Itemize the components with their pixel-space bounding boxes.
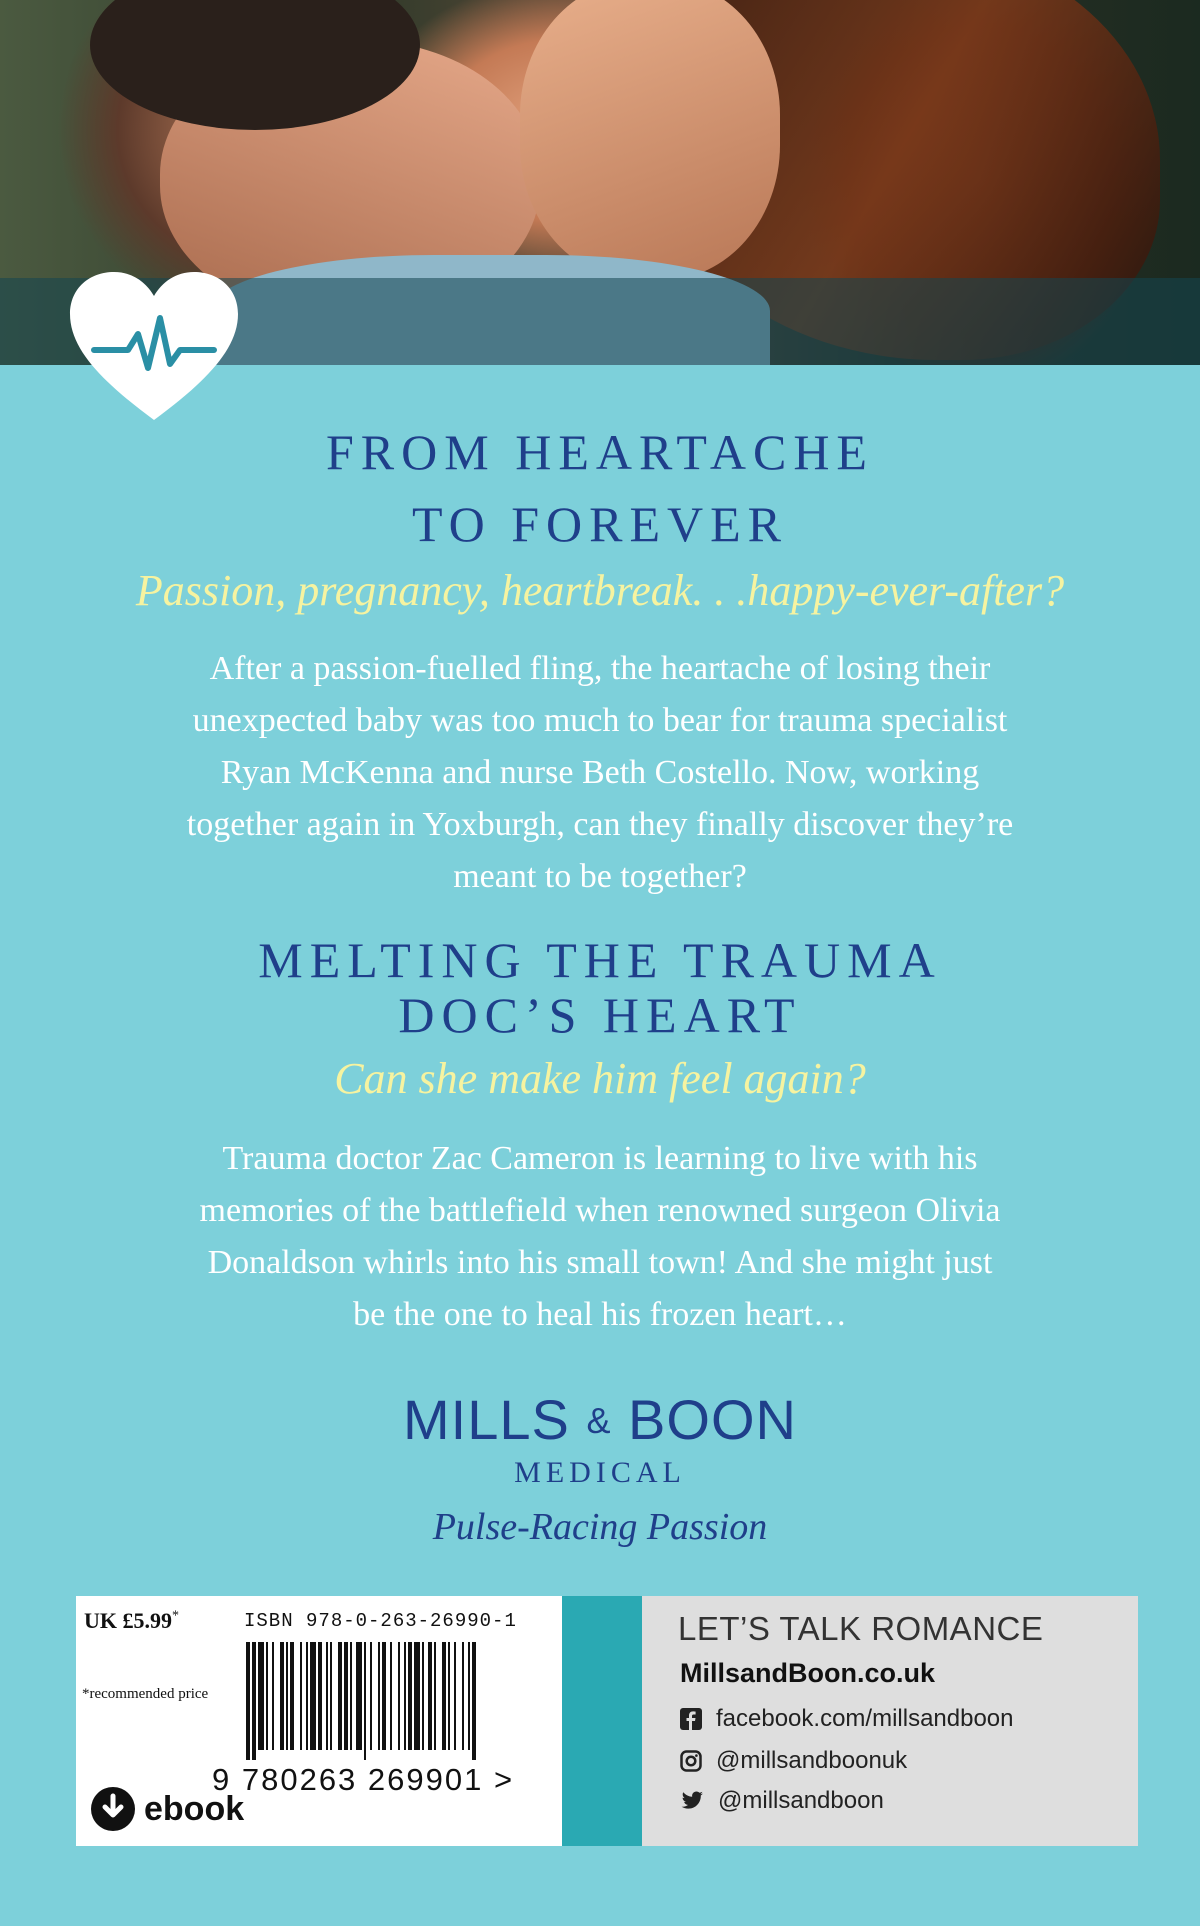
ebook-label: ebook (144, 1789, 245, 1828)
barcode-bar (246, 1642, 250, 1760)
ebook-badge (90, 1786, 244, 1832)
book-two-blurb (110, 1133, 1090, 1341)
teal-divider (562, 1596, 642, 1846)
barcode-bar (272, 1642, 274, 1750)
instagram-icon (680, 1750, 702, 1772)
barcode-bar (454, 1642, 456, 1750)
instagram-handle: @millsandboonuk (716, 1747, 908, 1774)
barcode-bar (434, 1642, 436, 1750)
barcode-bar (428, 1642, 432, 1750)
book-two-title-line2: DOC’S HEART (398, 987, 802, 1043)
barcode-bar (462, 1642, 464, 1750)
blurb-line: Trauma doctor Zac Cameron is learning to live with his (222, 1140, 978, 1177)
imprint-label: MEDICAL (514, 1456, 686, 1489)
blurb-line: memories of the battlefield when renowned surgeon Olivia (199, 1192, 1001, 1229)
book-two-tagline: Can she make him feel again? (334, 1054, 866, 1103)
barcode-bar (378, 1642, 380, 1750)
barcode-bar (344, 1642, 348, 1750)
brand-ampersand: & (586, 1400, 612, 1441)
blurb-line: Ryan McKenna and nurse Beth Costello. Now, working (220, 754, 980, 791)
barcode-bar (252, 1642, 256, 1760)
barcode-bar (370, 1642, 372, 1750)
blurb-line: meant to be together? (453, 858, 747, 895)
brand-left: MILLS (403, 1388, 570, 1451)
heartbeat-heart-icon (64, 268, 244, 428)
barcode-bar (442, 1642, 446, 1750)
blurb-line: After a passion-fuelled fling, the heartache of losing their (209, 650, 991, 687)
isbn-label: ISBN 978-0-263-26990-1 (244, 1610, 517, 1632)
website-link[interactable]: MillsandBoon.co.uk (680, 1658, 936, 1688)
barcode-bar (422, 1642, 424, 1750)
barcode-bar (364, 1642, 366, 1760)
barcode-bar (448, 1642, 450, 1750)
contact-panel (642, 1596, 1138, 1846)
barcode-bar (398, 1642, 400, 1750)
barcode-bar (300, 1642, 302, 1750)
barcode-bar (468, 1642, 470, 1750)
instagram-link[interactable] (680, 1746, 907, 1776)
barcode-bar (338, 1642, 342, 1750)
book-two-title-line1: MELTING THE TRAUMA (258, 932, 942, 988)
blurb-line: be the one to heal his frozen heart… (353, 1296, 847, 1333)
barcode-bar (306, 1642, 308, 1750)
blurb-line: unexpected baby was too much to bear for trauma specialist (192, 702, 1008, 739)
book-one-blurb (110, 643, 1090, 903)
facebook-link[interactable] (680, 1704, 1014, 1734)
book-one-title-line1: FROM HEARTACHE (326, 424, 874, 480)
barcode-bar (330, 1642, 332, 1750)
blurb-line: Donaldson whirls into his small town! And she might just (207, 1244, 993, 1281)
barcode-bar (326, 1642, 328, 1750)
barcode-bar (404, 1642, 406, 1750)
barcode-panel (76, 1596, 562, 1846)
barcode-bar (280, 1642, 284, 1750)
twitter-link[interactable] (680, 1786, 884, 1816)
barcode (246, 1642, 546, 1760)
barcode-bar (258, 1642, 264, 1750)
barcode-bar (350, 1642, 352, 1750)
barcode-bar (286, 1642, 288, 1750)
download-icon (90, 1786, 136, 1832)
blurb-line: together again in Yoxburgh, can they finally discover they’re (186, 806, 1014, 843)
book-one-title-line2: TO FOREVER (411, 496, 789, 552)
recommended-price-note: *recommended price (82, 1686, 209, 1702)
twitter-handle: @millsandboon (718, 1787, 884, 1814)
price-label: UK £5.99* (84, 1608, 179, 1633)
barcode-bar (356, 1642, 362, 1750)
barcode-bar (408, 1642, 412, 1750)
brand-right: BOON (628, 1388, 797, 1451)
barcode-bar (266, 1642, 268, 1750)
facebook-icon (680, 1708, 702, 1730)
book-one-tagline: Passion, pregnancy, heartbreak. . .happy-ever-after? (135, 566, 1065, 615)
barcode-bar (390, 1642, 392, 1750)
publisher-logo (0, 1385, 1200, 1456)
barcode-bar (382, 1642, 386, 1750)
barcode-bar (290, 1642, 294, 1750)
twitter-icon (680, 1790, 704, 1812)
facebook-handle: facebook.com/millsandboon (716, 1705, 1014, 1732)
barcode-bar (318, 1642, 322, 1750)
contact-heading: LET’S TALK ROMANCE (678, 1610, 1044, 1647)
barcode-bar (414, 1642, 420, 1750)
barcode-digits: 9 780263 269901 > (212, 1762, 515, 1797)
series-line: Pulse-Racing Passion (432, 1506, 768, 1548)
barcode-bar (472, 1642, 476, 1760)
barcode-bar (310, 1642, 316, 1750)
